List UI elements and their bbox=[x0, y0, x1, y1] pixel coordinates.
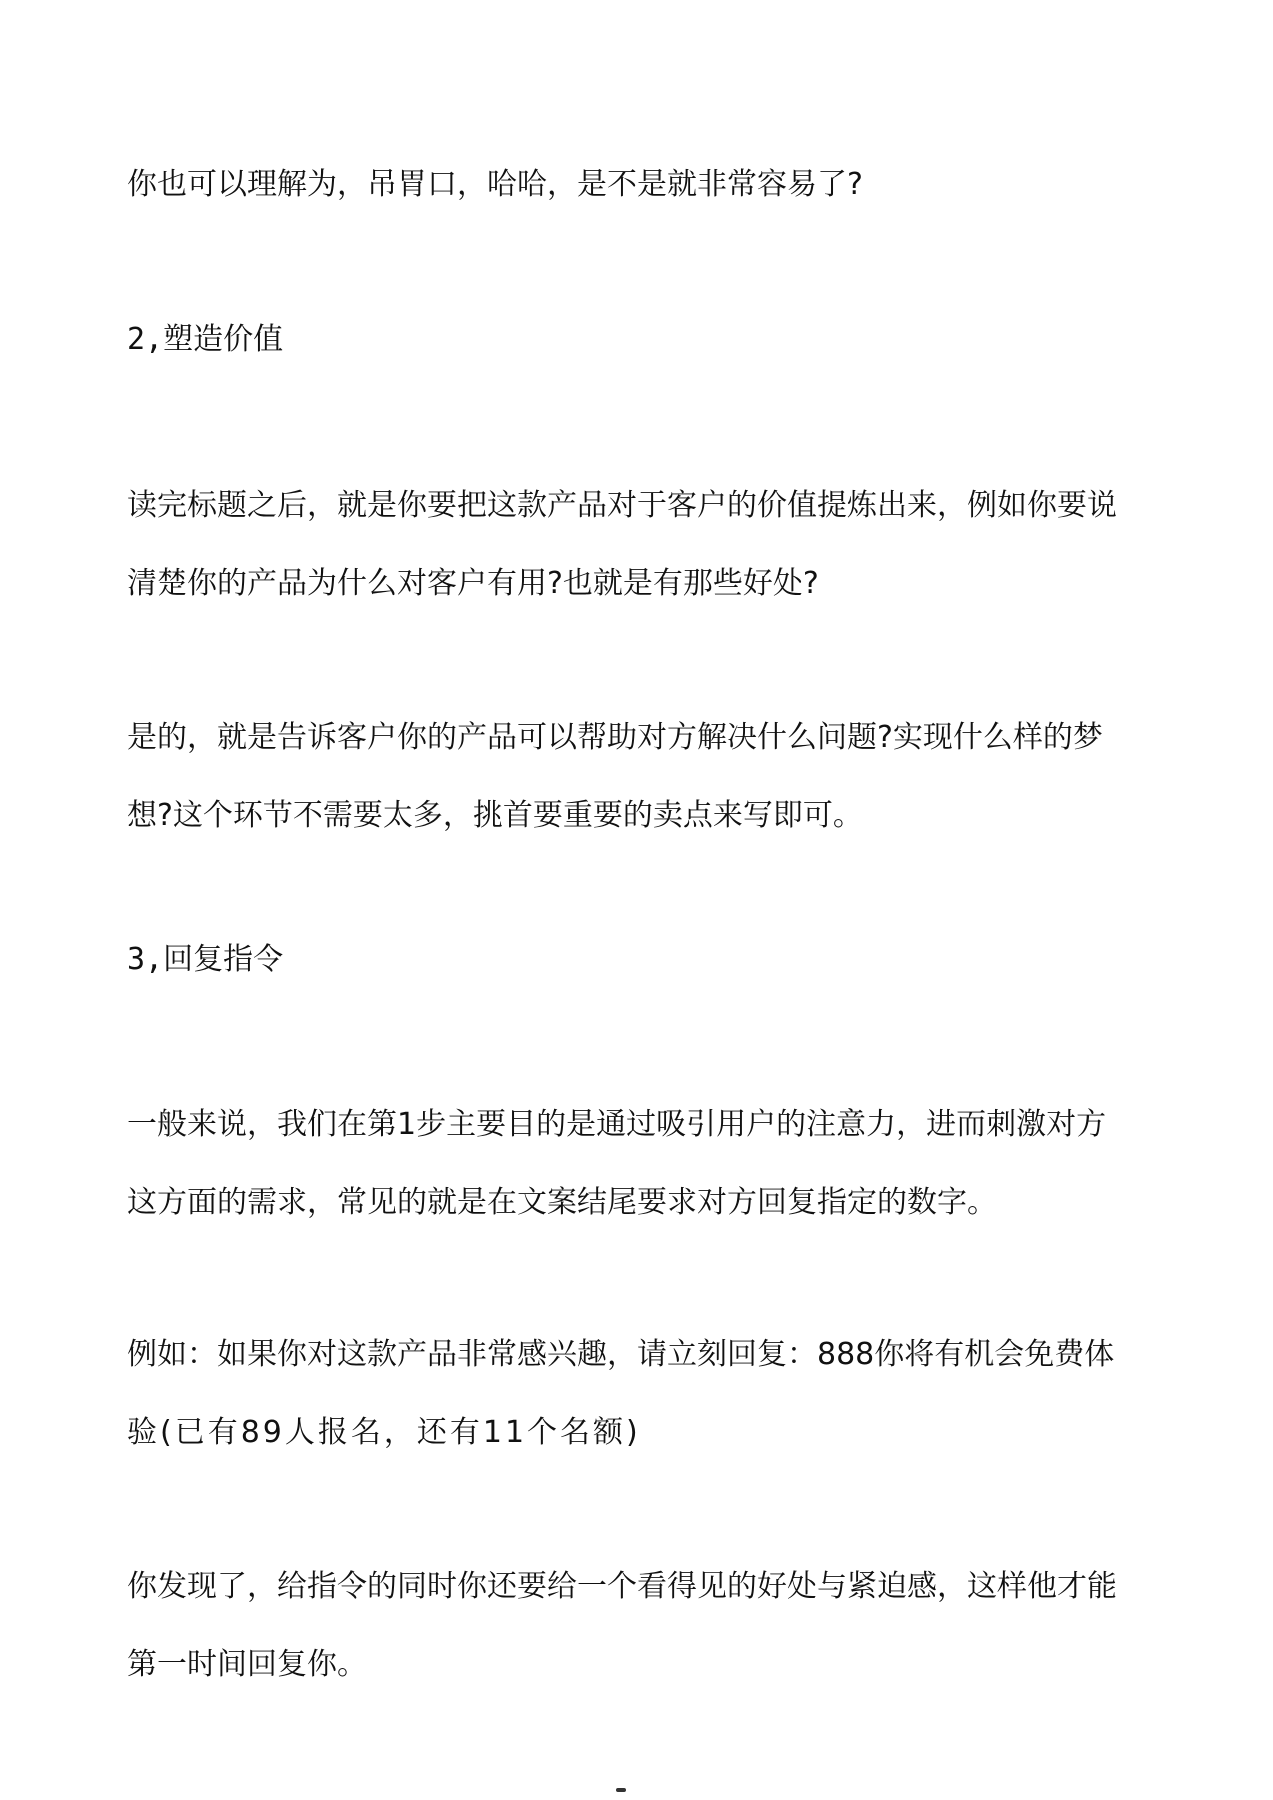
section-heading-3: 3,回复指令 bbox=[127, 942, 284, 977]
section-heading-2: 2,塑造价值 bbox=[127, 322, 284, 357]
paragraph-line-10: 例如：如果你对这款产品非常感兴趣，请立刻回复：888你将有机会免费体 bbox=[127, 1337, 1115, 1372]
paragraph-line-4: 清楚你的产品为什么对客户有用?也就是有那些好处? bbox=[127, 566, 819, 601]
paragraph-line-9: 这方面的需求，常见的就是在文案结尾要求对方回复指定的数字。 bbox=[127, 1185, 997, 1220]
paragraph-line-11: 验(已有89人报名，还有11个名额) bbox=[127, 1415, 641, 1450]
paragraph-line-1: 你也可以理解为，吊胃口，哈哈，是不是就非常容易了? bbox=[127, 167, 863, 202]
paragraph-line-12: 你发现了，给指令的同时你还要给一个看得见的好处与紧迫感，这样他才能 bbox=[127, 1569, 1117, 1604]
paragraph-line-8: 一般来说，我们在第1步主要目的是通过吸引用户的注意力，进而刺激对方 bbox=[127, 1107, 1107, 1142]
page-bottom-mark bbox=[616, 1788, 626, 1792]
paragraph-line-5: 是的，就是告诉客户你的产品可以帮助对方解决什么问题?实现什么样的梦 bbox=[127, 720, 1103, 755]
paragraph-line-6: 想?这个环节不需要太多，挑首要重要的卖点来写即可。 bbox=[127, 798, 863, 833]
paragraph-line-3: 读完标题之后，就是你要把这款产品对于客户的价值提炼出来，例如你要说 bbox=[127, 488, 1117, 523]
paragraph-line-13: 第一时间回复你。 bbox=[127, 1647, 367, 1682]
